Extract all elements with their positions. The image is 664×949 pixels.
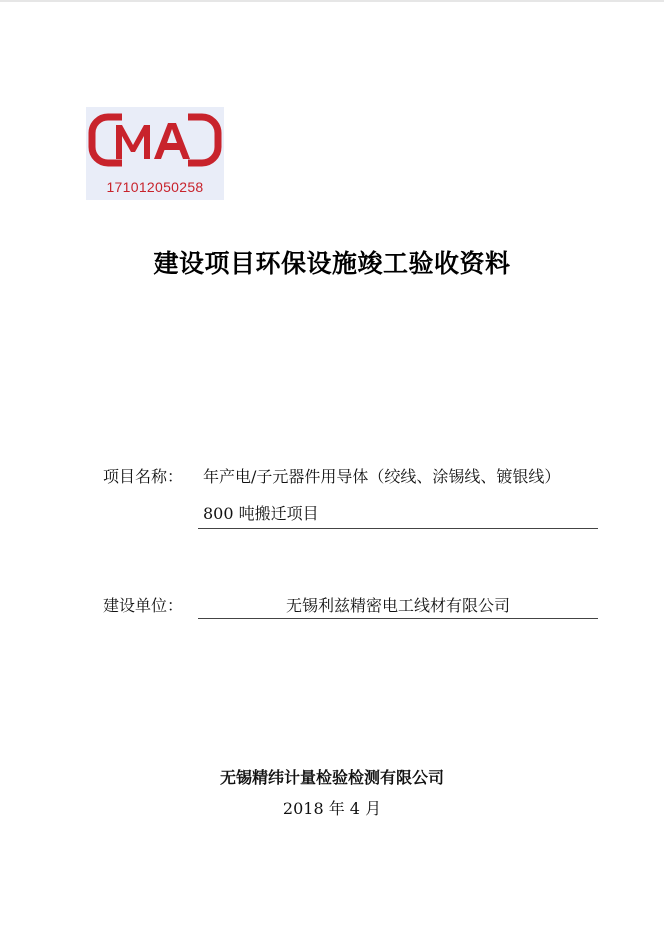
project-name-value-line2: 800 吨搬迁项目 (203, 504, 319, 523)
document-title: 建设项目环保设施竣工验收资料 (153, 249, 511, 278)
project-name-label: 项目名称： (103, 467, 184, 486)
cma-logo (86, 107, 224, 200)
construction-unit-label: 建设单位： (103, 596, 184, 615)
issuer-company: 无锡精纬计量检验检测有限公司 (219, 768, 444, 787)
construction-unit-value: 无锡利兹精密电工线材有限公司 (285, 596, 510, 615)
cma-registration-number: 171012050258 (106, 179, 204, 195)
cma-mark-icon (86, 107, 224, 179)
project-name-underline (198, 528, 598, 529)
issue-date: 2018 年 4 月 (282, 799, 382, 818)
project-name-value-line1: 年产电/子元器件用导体（绞线、涂锡线、镀银线） (203, 467, 561, 486)
construction-unit-underline (198, 618, 598, 619)
page-top-border (0, 0, 664, 2)
